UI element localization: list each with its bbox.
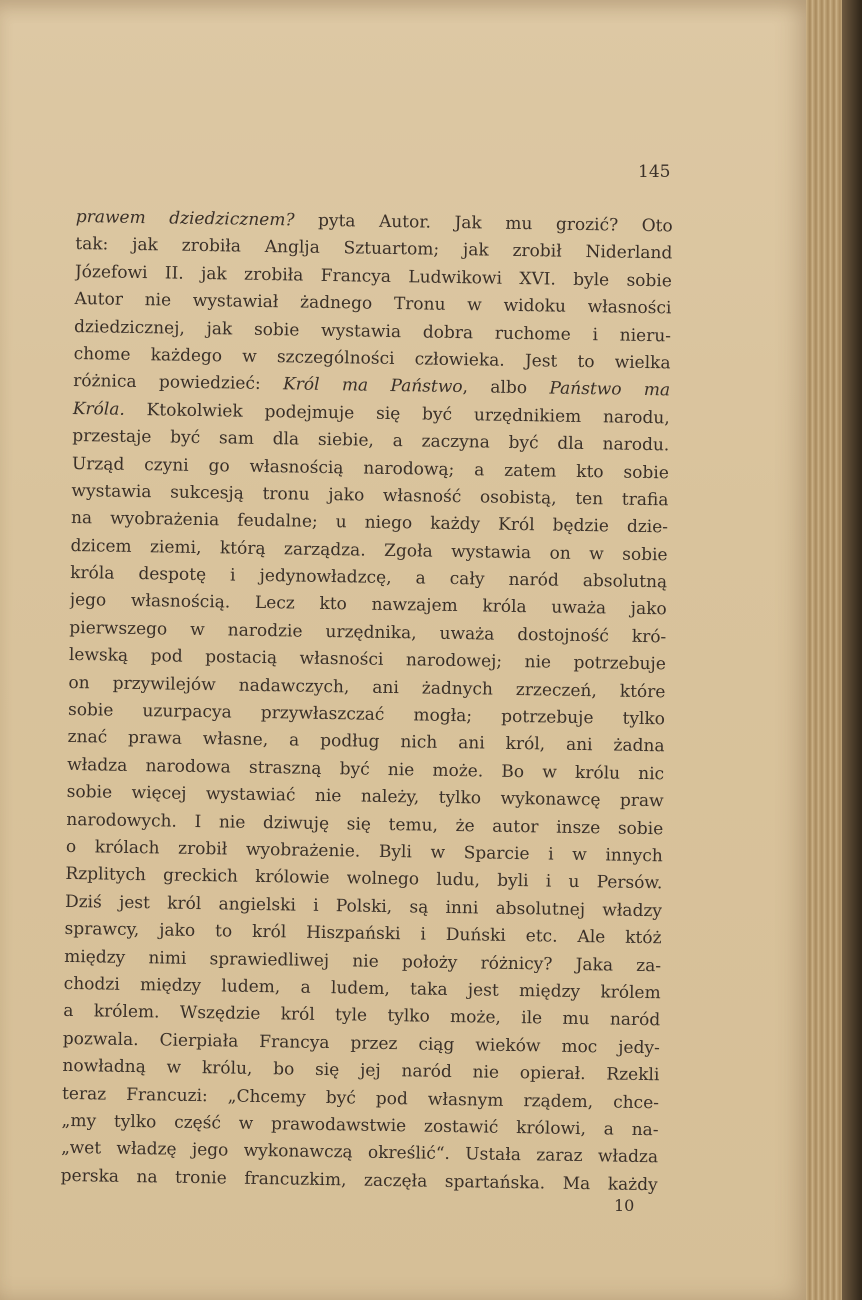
text-run: między nimi sprawiedliwej nie położy różnicy? Jaka za- (64, 946, 662, 976)
italic-phrase: Król ma Państwo (282, 374, 463, 398)
italic-phrase: Państwo ma (549, 378, 671, 401)
text-run: chome każdego w szczególności człowieka. Jest to wielka (73, 343, 671, 374)
text-run: teraz Francuzi: „Chcemy być pod własnym rządem, chce- (61, 1083, 660, 1113)
text-run: Urząd czyni go własnością narodową; a zatem kto sobie (71, 453, 670, 483)
text-run: „wet władzę jego wykonawczą określić“. Ustała zaraz władza (61, 1138, 659, 1168)
text-run: tak: jak zrobiła Anglja Sztuartom; jak zrobił Niderland (75, 234, 673, 264)
text-run: sprawcy, jako to król Hiszpański i Duński etc. Ale któż (64, 919, 662, 949)
text-run: króla despotę i jedynowładzcę, a cały naród absolutną (70, 563, 668, 593)
italic-phrase: Króla. (72, 398, 125, 420)
text-run: na wyobrażenia feudalne; u niego każdy Król będzie dzie- (70, 508, 669, 538)
text-run: przestaje być sam dla siebie, a zaczyna być dla narodu. (72, 426, 670, 456)
text-run: o królach zrobił wyobrażenie. Byli w Sparcie i w innych (65, 836, 663, 867)
text-run: znać prawa własne, a podług nich ani król, ani żadna (67, 727, 665, 757)
text-run: Ktokolwiek podejmuje się być urzędnikiem narodu, (124, 399, 670, 429)
text-run: sobie więcej wystawiać nie należy, tylko wykonawcę praw (66, 782, 664, 812)
page-edges (806, 0, 862, 1300)
body-text (61, 204, 673, 1199)
text-run: Autor nie wystawiał żadnego Tronu w widoku własności (74, 289, 672, 319)
text-run: pyta Autor. Jak mu grozić? Oto (294, 210, 673, 237)
text-run: jego własnością. Lecz kto nawzajem króla uważa jako (69, 590, 667, 620)
printer-signature: 10 (614, 1196, 635, 1215)
text-run: on przywilejów nadawczych, ani żadnych zrzeczeń, które (68, 672, 666, 702)
text-run: narodowych. I nie dziwuję się temu, że autor insze sobie (66, 809, 664, 839)
text-run: perska na tronie francuzkim, zaczęła spartańska. Ma każdy (60, 1165, 658, 1195)
text-run: Józefowi II. jak zrobiła Francya Ludwikowi XVI. byle sobie (74, 261, 673, 292)
text-run: a królem. Wszędzie król tyle tylko może, ile mu naród (63, 1001, 661, 1031)
text-run: pozwala. Cierpiała Francya przez ciąg wieków moc jedy- (62, 1028, 660, 1058)
text-run: Rzplitych greckich królowie wolnego ludu, byli i u Persów. (65, 864, 663, 894)
text-run: władza narodowa straszną być nie może. Bo w królu nic (67, 754, 665, 785)
text-run: , albo (462, 377, 550, 399)
text-run: „my tylko część w prawodawstwie zostawić królowi, a na- (61, 1110, 659, 1141)
text-run: Dziś jest król angielski i Polski, są inni absolutnej władzy (64, 891, 663, 922)
text-run: sobie uzurpacya przywłaszczać mogła; potrzebuje tylko (67, 699, 666, 730)
text-run: dziedzicznej, jak sobie wystawia dobra ruchome i nieru- (73, 316, 672, 346)
text-run: nowładną w królu, bo się jej naród nie opierał. Rzekli (62, 1056, 660, 1086)
text-run: wystawia sukcesją tronu jako własność osobistą, ten trafia (71, 480, 669, 511)
text-run: chodzi między ludem, a ludem, taka jest między królem (63, 973, 661, 1004)
text-run: dzicem ziemi, którą zarządza. Zgoła wystawia on w sobie (70, 535, 668, 566)
italic-phrase: prawem dziedzicznem? (75, 206, 295, 231)
text-run: różnica powiedzieć: (73, 371, 284, 395)
text-run: lewską pod postacią własności narodowej; nie potrzebuje (68, 645, 666, 675)
book-binding-shadow (842, 0, 862, 1300)
page-number: 145 (638, 162, 671, 182)
text-run: pierwszego w narodzie urzędnika, uważa dostojność kró- (69, 617, 667, 648)
